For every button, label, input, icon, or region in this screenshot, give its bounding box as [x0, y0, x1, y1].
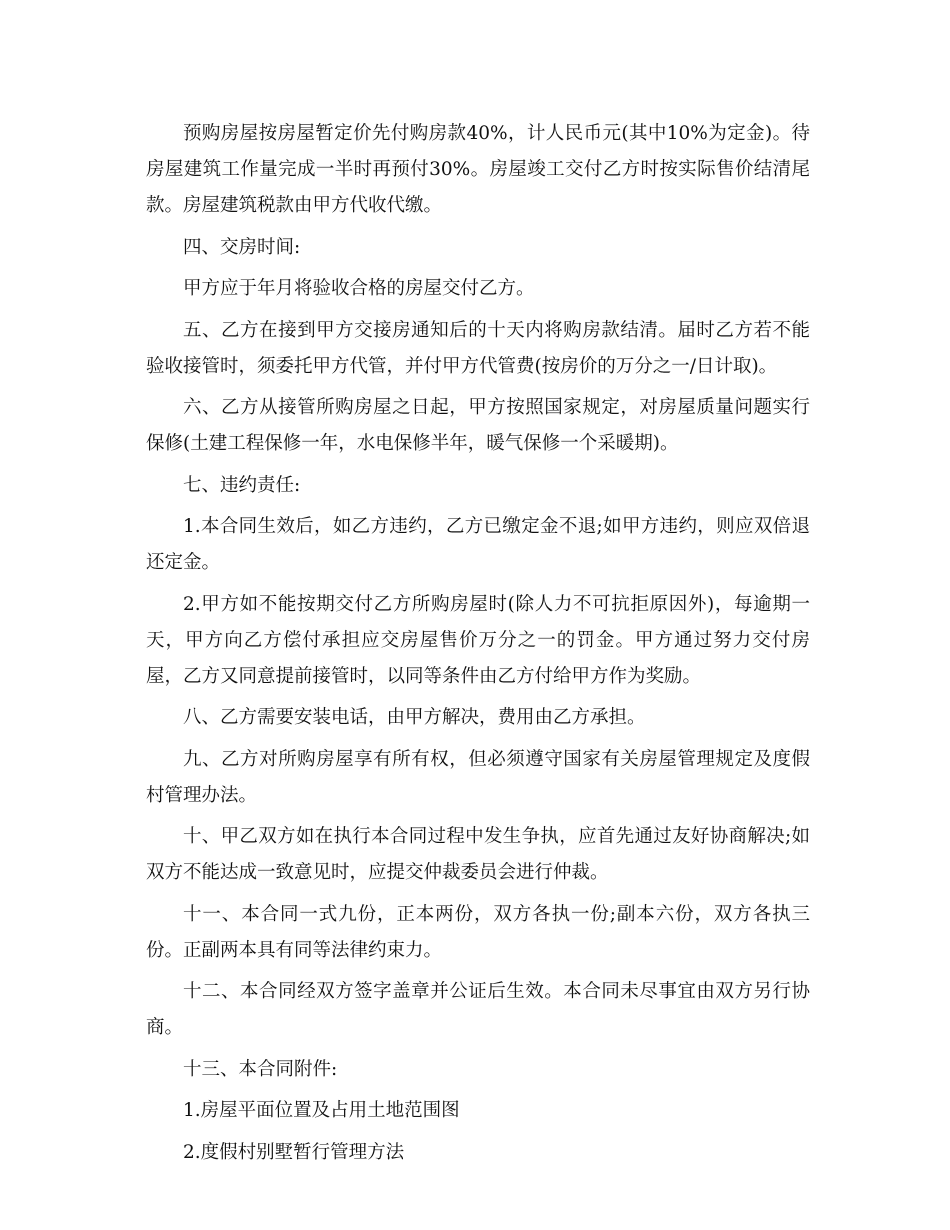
paragraph-clause-eight: 八、乙方需要安装电话，由甲方解决，费用由乙方承担。: [183, 707, 646, 728]
attachment-item-2: 2.度假村别墅暂行管理方法: [183, 1141, 405, 1163]
paragraph-breach-item-2: 2.甲方如不能按期交付乙方所购房屋时(除人力不可抗拒原因外)，每逾期一天，甲方向乙方偿付承担应交房屋售价万分之一的罚金。甲方通过努力交付房屋，乙方又同意提前接管时，以同等条件由乙方付给甲方作为奖励。: [146, 593, 810, 687]
paragraph-clause-eleven: 十一、本合同一式九份，正本两份，双方各执一份;副本六份，双方各执三份。正副两本具有同等法律约束力。: [146, 903, 810, 961]
attachment-item-1: 1.房屋平面位置及占用土地范围图: [183, 1100, 460, 1121]
paragraph-payment-terms: 预购房屋按房屋暂定价先付购房款40%，计人民币元(其中10%为定金)。待房屋建筑工作量完成一半时再预付30%。房屋竣工交付乙方时按实际售价结清尾款。房屋建筑税款由甲方代收代缴。: [146, 123, 810, 216]
heading-breach-liability: 七、违约责任:: [183, 474, 301, 496]
paragraph-clause-nine: 九、乙方对所购房屋享有所有权，但必须遵守国家有关房屋管理规定及度假村管理办法。: [146, 748, 810, 806]
paragraph-delivery-date: 甲方应于年月将验收合格的房屋交付乙方。: [183, 278, 535, 299]
document-body: [146, 116, 810, 1176]
heading-attachments: 十三、本合同附件:: [183, 1058, 338, 1080]
paragraph-breach-item-1: 1.本合同生效后，如乙方违约，乙方已缴定金不退;如甲方违约，则应双倍退还定金。: [146, 516, 810, 573]
heading-delivery-time: 四、交房时间:: [183, 236, 301, 258]
paragraph-clause-five: 五、乙方在接到甲方交接房通知后的十天内将购房款结清。届时乙方若不能验收接管时，须委托甲方代管，并付甲方代管费(按房价的万分之一/日计取)。: [146, 319, 810, 377]
paragraph-clause-twelve: 十二、本合同经双方签字盖章并公证后生效。本合同未尽事宜由双方另行协商。: [146, 981, 810, 1038]
paragraph-clause-ten: 十、甲乙双方如在执行本合同过程中发生争执，应首先通过友好协商解决;如双方不能达成一致意见时，应提交仲裁委员会进行仲裁。: [146, 826, 810, 883]
paragraph-clause-six: 六、乙方从接管所购房屋之日起，甲方按照国家规定，对房屋质量问题实行保修(土建工程保修一年，水电保修半年，暖气保修一个采暖期)。: [146, 397, 810, 454]
